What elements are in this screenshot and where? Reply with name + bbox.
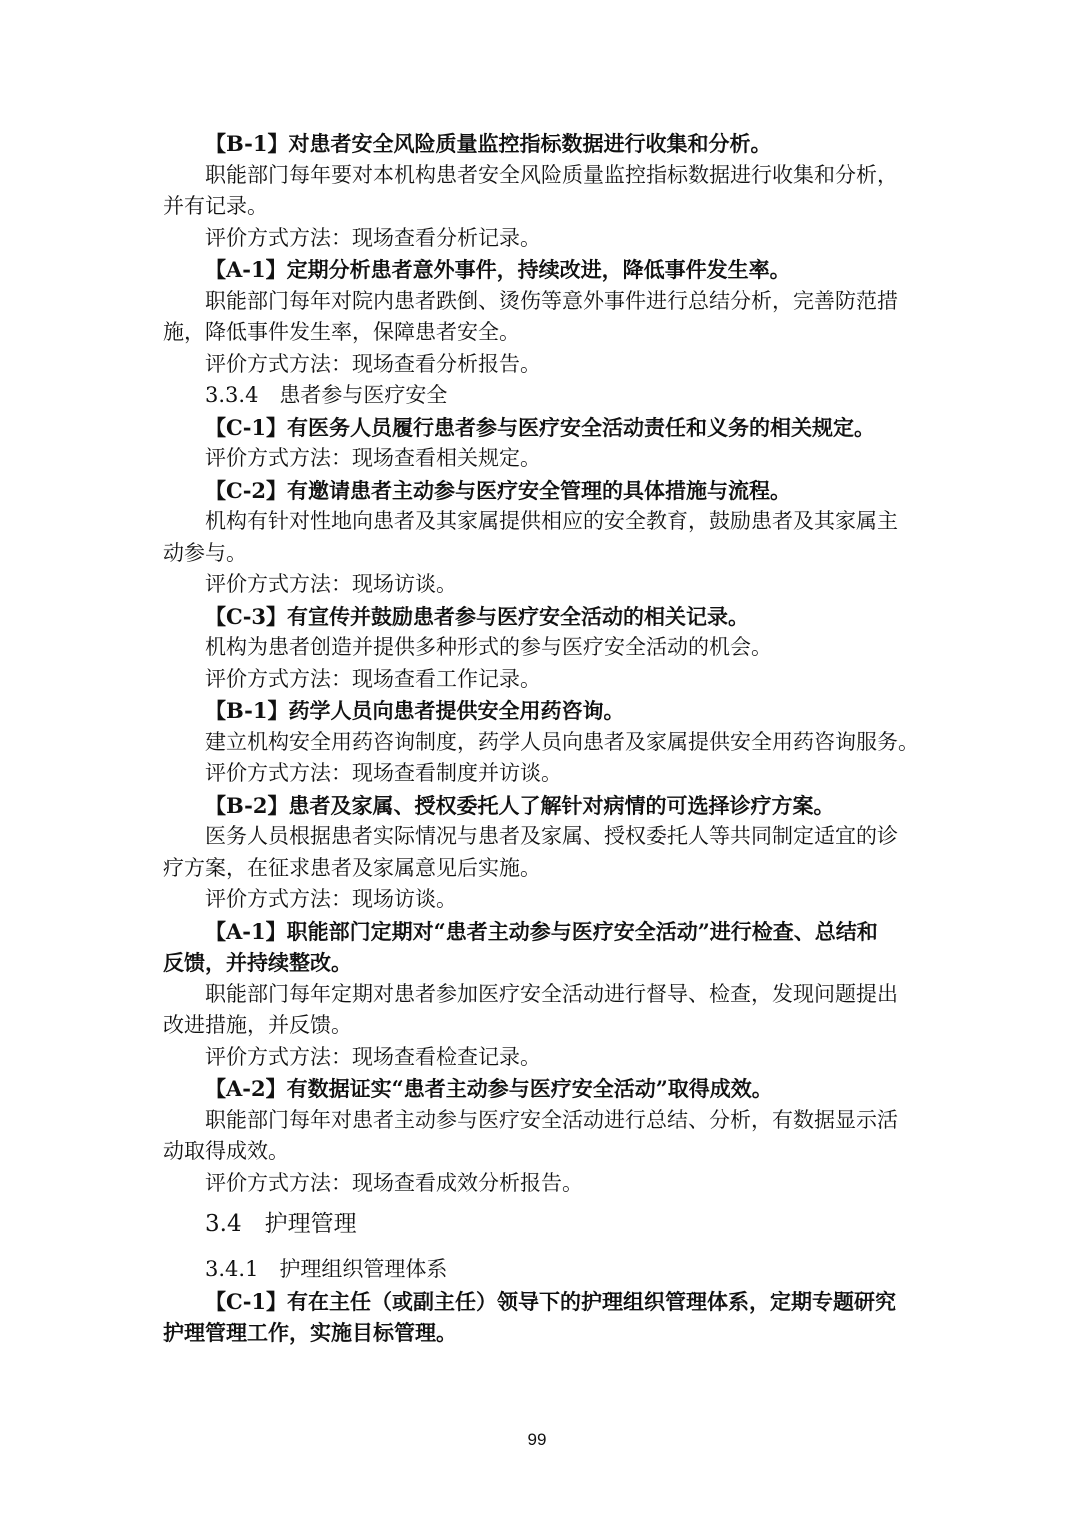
criterion-heading: 【C-1】有医务人员履行患者参与医疗安全活动责任和义务的相关规定。	[205, 414, 876, 440]
paragraph-line: 建立机构安全用药咨询制度，药学人员向患者及家属提供安全用药咨询服务。	[205, 729, 919, 754]
section-heading: 3.4 护理管理	[205, 1211, 357, 1237]
paragraph-line: 施，降低事件发生率，保障患者安全。	[163, 320, 520, 344]
paragraph-line: 职能部门每年要对本机构患者安全风险质量监控指标数据进行收集和分析，	[205, 162, 898, 187]
criterion-heading: 【C-1】有在主任（或副主任）领导下的护理组织管理体系，定期专题研究	[205, 1288, 897, 1314]
criterion-heading: 【B-2】患者及家属、授权委托人了解针对病情的可选择诊疗方案。	[205, 792, 835, 818]
paragraph-line: 动取得成效。	[163, 1139, 289, 1163]
criterion-heading: 【C-3】有宣传并鼓励患者参与医疗安全活动的相关记录。	[205, 603, 750, 629]
paragraph-line: 3.3.4 患者参与医疗安全	[205, 383, 448, 407]
paragraph-line: 评价方式方法：现场查看成效分析报告。	[205, 1170, 583, 1195]
criterion-heading: 【A-1】定期分析患者意外事件，持续改进，降低事件发生率。	[205, 257, 791, 282]
text-blocks	[163, 128, 923, 1199]
paragraph-line: 评价方式方法：现场查看分析报告。	[205, 351, 541, 376]
paragraph-line: 评价方式方法：现场查看分析记录。	[205, 225, 541, 250]
paragraph-line: 医务人员根据患者实际情况与患者及家属、授权委托人等共同制定适宜的诊	[205, 824, 898, 848]
page-content	[163, 128, 923, 1349]
paragraph-line: 职能部门每年定期对患者参加医疗安全活动进行督导、检查，发现问题提出	[205, 981, 898, 1006]
criterion-heading: 护理管理工作，实施目标管理。	[163, 1320, 457, 1345]
text-blocks-2	[163, 1254, 923, 1349]
paragraph-line: 评价方式方法：现场查看工作记录。	[205, 666, 541, 691]
criterion-heading: 【A-1】职能部门定期对“患者主动参与医疗安全活动”进行检查、总结和	[205, 918, 878, 944]
criterion-heading: 【C-2】有邀请患者主动参与医疗安全管理的具体措施与流程。	[205, 477, 792, 503]
paragraph-line: 疗方案，在征求患者及家属意见后实施。	[163, 855, 541, 880]
criterion-heading: 反馈，并持续整改。	[163, 950, 352, 975]
paragraph-line: 并有记录。	[163, 194, 268, 218]
paragraph-line: 机构为患者创造并提供多种形式的参与医疗安全活动的机会。	[205, 635, 772, 659]
paragraph-line: 评价方式方法：现场查看检查记录。	[205, 1044, 541, 1069]
paragraph-line: 评价方式方法：现场查看制度并访谈。	[205, 761, 562, 785]
criterion-heading: 【B-1】药学人员向患者提供安全用药咨询。	[205, 698, 625, 723]
criterion-heading: 【A-2】有数据证实“患者主动参与医疗安全活动”取得成效。	[205, 1076, 773, 1101]
paragraph-line: 评价方式方法：现场查看相关规定。	[205, 446, 541, 470]
page-number: 99	[527, 1430, 547, 1449]
paragraph-line: 评价方式方法：现场访谈。	[205, 887, 457, 911]
paragraph-line: 评价方式方法：现场访谈。	[205, 572, 457, 596]
paragraph-line: 职能部门每年对患者主动参与医疗安全活动进行总结、分析，有数据显示活	[205, 1107, 898, 1132]
paragraph-line: 职能部门每年对院内患者跌倒、烫伤等意外事件进行总结分析，完善防范措	[205, 288, 898, 313]
paragraph-line: 改进措施，并反馈。	[163, 1013, 352, 1037]
paragraph-line: 3.4.1 护理组织管理体系	[205, 1257, 448, 1281]
paragraph-line: 动参与。	[163, 540, 247, 565]
criterion-heading: 【B-1】对患者安全风险质量监控指标数据进行收集和分析。	[205, 131, 772, 156]
paragraph-line: 机构有针对性地向患者及其家属提供相应的安全教育，鼓励患者及其家属主	[205, 509, 898, 533]
